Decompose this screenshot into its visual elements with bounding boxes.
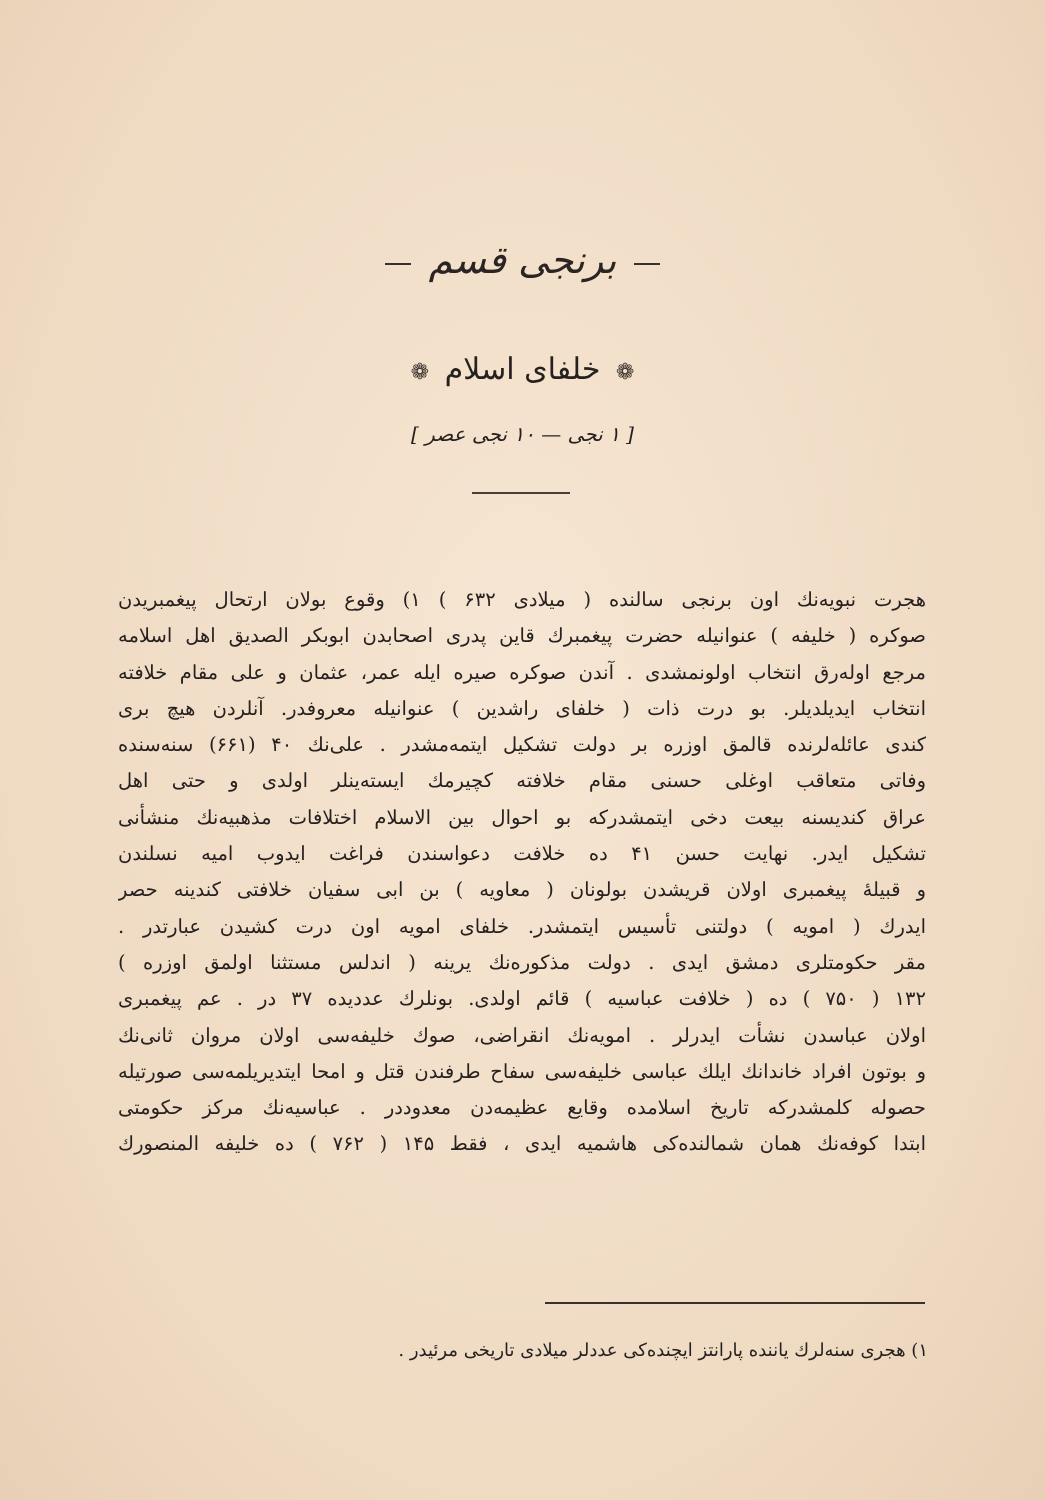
chapter-title-text: خلفای اسلام bbox=[444, 352, 601, 387]
text-line: وفاتی متعاقب اوغلی حسنی مقام خلافته کچیرمك ایسته‌ینلر اولدی و حتی اهل bbox=[118, 769, 926, 793]
text-line: و قبیلهٔ پیغمبری اولان قریشدن بولونان ( معاویه ) بن ابی سفیان خلافتی کندینه حصر bbox=[118, 878, 926, 902]
ornament-icon: ❁ bbox=[615, 360, 635, 385]
text-line: اولان عباسدن نشأت ایدرلر . امویه‌نك انقراضی، صوك خلیفه‌سی اولان مروان ثانی‌نك bbox=[118, 1023, 926, 1047]
text-line: مرجع اوله‌رق انتخاب اولونمشدی . آندن صوکره صیره ایله عمر، عثمان و علی مقام خلافته bbox=[118, 660, 926, 684]
text-line: انتخاب ایدیلدیلر. بو درت ذات ( خلفای راشدین ) عنوانیله معروفدر. آنلردن هیچ بری bbox=[118, 696, 926, 720]
title-dash-left bbox=[385, 263, 411, 265]
text-line: ابتدا کوفه‌نك همان شمالنده‌کی هاشمیه ایدی ، فقط ۱۴۵ ( ۷۶۲ ) ده خلیفه المنصورك bbox=[118, 1132, 926, 1156]
text-line: تشکیل ایدر. نهایت حسن ۴۱ ده خلافت دعواسندن فراغت ایدوب امیه نسلندن bbox=[118, 842, 926, 866]
footnote: ۱) هجری سنه‌لرك یاننده پارانتز ایچنده‌کی عددلر میلادی تاریخی مرئیدر . bbox=[398, 1340, 928, 1361]
part-title-text: برنجی قسم bbox=[428, 238, 617, 282]
text-line: و بوتون افراد خاندانك ایلك عباسی خلیفه‌سی سفاح طرفندن قتل و امحا ایتدیریلمه‌سی صورتیله bbox=[118, 1059, 926, 1083]
text-line: ایدرك ( امویه ) دولتنی تأسیس ایتمشدر. خلفای امویه اون درت کشیدن عبارتدر . bbox=[118, 914, 926, 938]
title-dash-right bbox=[634, 263, 660, 265]
text-line: عراق کندیسنه بیعت دخی ایتمشدرکه بو احوال بین الاسلام اختلافات مذهبیه‌نك منشأنی bbox=[118, 805, 926, 829]
footnote-divider bbox=[545, 1302, 925, 1304]
chapter-title bbox=[0, 352, 1045, 387]
text-line: صوکره ( خلیفه ) عنوانیله حضرت پیغمبرك قاین پدری اصحابدن ابوبکر الصدیق اهل اسلامه bbox=[118, 624, 926, 648]
text-line: ۱۳۲ ( ۷۵۰ ) ده ( خلافت عباسیه ) قائم اولدی. بونلرك عددیده ۳۷ در . عم پیغمبری bbox=[118, 987, 926, 1011]
text-line: هجرت نبویه‌نك اون برنجی سالنده ( میلادی ۶۳۲ ) ۱) وقوع بولان ارتحال پیغمبریدن bbox=[118, 588, 926, 611]
text-line: مقر حکومتلری دمشق ایدی . دولت مذکوره‌نك یرینه ( اندلس مستثنا اولمق اوزره ) bbox=[118, 950, 926, 974]
era-subtitle: [ ۱ نجی — ۱۰ نجی عصر ] bbox=[411, 422, 634, 446]
title-divider bbox=[472, 492, 570, 494]
body-text bbox=[118, 582, 926, 1163]
ornament-icon: ❁ bbox=[410, 360, 430, 385]
text-line: کندی عائله‌لرنده قالمق اوزره بر دولت تشکیل ایتمه‌مشدر . علی‌نك ۴۰ (۶۶۱) سنه‌سنده bbox=[118, 733, 926, 757]
part-title bbox=[0, 238, 1045, 282]
text-line: حصوله کلمشدرکه تاریخ اسلامده وقایع عظیمه‌دن معدوددر . عباسیه‌نك مرکز حکومتی bbox=[118, 1096, 926, 1120]
